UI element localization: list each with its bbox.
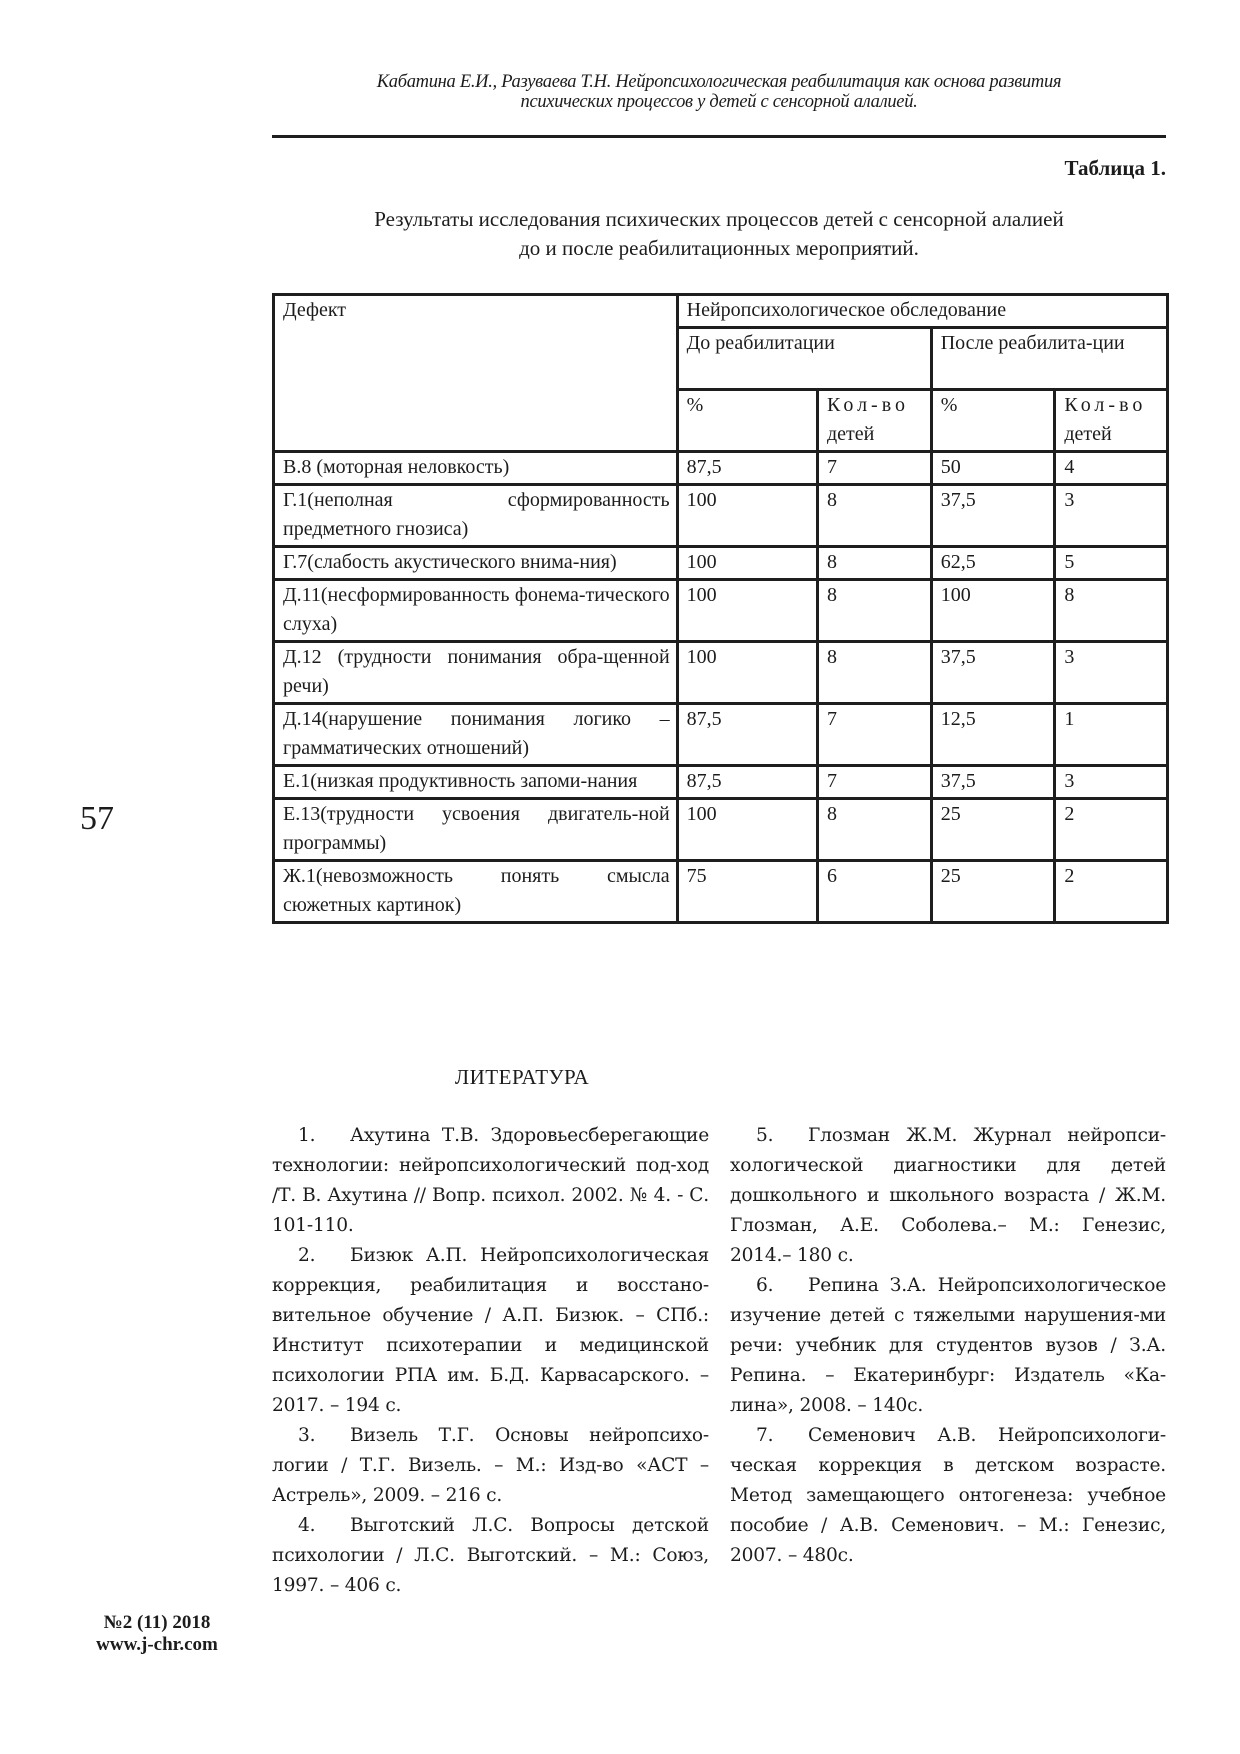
reference-text: Выготский Л.С. Вопросы детской психологии / Л.С. Выготский. – М.: Союз, 1997. – 406 с. — [272, 1515, 709, 1596]
table-row — [274, 642, 1168, 704]
literature-title: ЛИТЕРАТУРА — [454, 1065, 590, 1089]
table-caption-line-1: Результаты исследования психических процессов детей с сенсорной алалией — [374, 207, 1064, 231]
table-row — [274, 452, 1168, 485]
after-percent-cell: 37,5 — [931, 642, 1055, 704]
journal-website: www.j-chr.com — [96, 1634, 218, 1655]
before-percent-cell: 75 — [677, 861, 817, 923]
table-row — [274, 861, 1168, 923]
references-column-right — [730, 1121, 1166, 1571]
table-row — [274, 799, 1168, 861]
header-after-percent: % — [931, 390, 1055, 452]
after-percent-cell: 37,5 — [931, 485, 1055, 547]
defect-cell: Д.14(нарушение понимания логико – грамматических отношений) — [274, 704, 678, 766]
results-table — [272, 293, 1169, 924]
defect-cell: Д.12 (трудности понимания обра-щенной речи) — [274, 642, 678, 704]
reference-text: Репина З.А. Нейропсихологическое изучение детей с тяжелыми нарушения-ми речи: учебник для студентов вузов / З.А. Репина. – Екатеринбург: Издатель «Ка-лина», 2008. – 140с. — [730, 1275, 1166, 1416]
before-count-cell: 8 — [818, 580, 932, 642]
table-label: Таблица 1. — [1064, 156, 1166, 180]
before-percent-cell: 87,5 — [677, 704, 817, 766]
before-percent-cell: 87,5 — [677, 766, 817, 799]
table-row — [274, 485, 1168, 547]
reference-number: 2. — [298, 1245, 316, 1266]
header-defect: Дефект — [274, 295, 678, 452]
reference-text: Глозман Ж.М. Журнал нейропси-хологической диагностики для детей дошкольного и школьного возраста / Ж.М. Глозман, А.Е. Соболева.– М.: Генезис, 2014.– 180 с. — [730, 1125, 1166, 1266]
before-count-cell: 8 — [818, 642, 932, 704]
reference-item — [272, 1511, 709, 1601]
after-count-cell: 4 — [1055, 452, 1168, 485]
table-row — [274, 766, 1168, 799]
after-count-cell: 8 — [1055, 580, 1168, 642]
reference-text: Семенович А.В. Нейропсихологи-ческая коррекция в детском возрасте. Метод замещающего онтогенеза: учебное пособие / А.В. Семенович. – М.: Генезис, 2007. – 480с. — [730, 1425, 1166, 1566]
header-before-rehab: До реабилитации — [677, 328, 931, 390]
header-after-rehab-text: После реабилита-​ции — [940, 332, 1125, 354]
count-label-children: детей — [1064, 423, 1112, 445]
after-percent-cell: 37,5 — [931, 766, 1055, 799]
reference-item — [730, 1121, 1166, 1271]
header-row-1 — [274, 295, 1168, 328]
running-head — [272, 72, 1166, 112]
count-label-children: детей — [827, 423, 875, 445]
reference-number: 1. — [298, 1125, 316, 1146]
after-count-cell: 3 — [1055, 766, 1168, 799]
defect-cell: Е.13(трудности усвоения двигатель-ной программы) — [274, 799, 678, 861]
after-count-cell: 2 — [1055, 861, 1168, 923]
after-count-cell: 1 — [1055, 704, 1168, 766]
reference-text: Ахутина Т.В. Здоровьесберегающие технологии: нейропсихологический под-ход /Т. В. Ахутина // Вопр. психол. 2002. № 4. - С. 101-110. — [272, 1125, 709, 1236]
running-head-line-2: психических процессов у детей с сенсорной алалией. — [520, 92, 918, 112]
before-percent-cell: 100 — [677, 485, 817, 547]
reference-number: 3. — [298, 1425, 316, 1446]
after-percent-cell: 100 — [931, 580, 1055, 642]
after-percent-cell: 50 — [931, 452, 1055, 485]
header-after-rehab — [931, 328, 1167, 390]
defect-cell: Г.7(слабость акустического внима-ния) — [274, 547, 678, 580]
reference-number: 4. — [298, 1515, 316, 1536]
references-column-left — [272, 1121, 709, 1601]
defect-cell: Е.1(низкая продуктивность запоми-нания — [274, 766, 678, 799]
issue-number: №2 (11) 2018 — [103, 1612, 211, 1633]
before-count-cell: 8 — [818, 547, 932, 580]
reference-text: Бизюк А.П. Нейропсихологическая коррекция, реабилитация и восстано-вительное обучение / А.П. Бизюк. – СПб.: Институт психотерапии и медицинской психологии РПА им. Б.Д. Карвасарского. – 2017. – 194 с. — [272, 1245, 709, 1416]
after-percent-cell: 62,5 — [931, 547, 1055, 580]
before-count-cell: 6 — [818, 861, 932, 923]
header-after-count — [1055, 390, 1168, 452]
reference-item — [272, 1121, 709, 1241]
after-percent-cell: 12,5 — [931, 704, 1055, 766]
reference-number: 6. — [756, 1275, 774, 1296]
after-count-cell: 3 — [1055, 485, 1168, 547]
defect-cell: Г.1(неполная сформированность предметного гнозиса) — [274, 485, 678, 547]
reference-number: 5. — [756, 1125, 774, 1146]
reference-item — [272, 1421, 709, 1511]
table-caption-line-2: до и после реабилитационных мероприятий. — [519, 236, 919, 260]
before-count-cell: 7 — [818, 766, 932, 799]
reference-item — [272, 1241, 709, 1421]
defect-cell: Д.11(несформированность фонема-тического слуха) — [274, 580, 678, 642]
before-count-cell: 7 — [818, 704, 932, 766]
defect-cell: В.8 (моторная неловкость) — [274, 452, 678, 485]
before-percent-cell: 100 — [677, 799, 817, 861]
running-head-line-1: Кабатина Е.И., Разуваева Т.Н. Нейропсихологическая реабилитация как основа развития — [376, 72, 1062, 92]
reference-item — [730, 1271, 1166, 1421]
after-count-cell: 2 — [1055, 799, 1168, 861]
before-percent-cell: 100 — [677, 642, 817, 704]
issue-info — [82, 1612, 232, 1656]
table-row — [274, 704, 1168, 766]
count-label: Кол-во — [1064, 394, 1147, 416]
reference-item — [730, 1421, 1166, 1571]
after-count-cell: 3 — [1055, 642, 1168, 704]
header-before-percent: % — [677, 390, 817, 452]
before-count-cell: 7 — [818, 452, 932, 485]
before-count-cell: 8 — [818, 485, 932, 547]
table-row — [274, 547, 1168, 580]
before-percent-cell: 87,5 — [677, 452, 817, 485]
after-percent-cell: 25 — [931, 861, 1055, 923]
header-neuro-exam: Нейропсихологическое обследование — [677, 295, 1167, 328]
defect-cell: Ж.1(невозможность понять смысла сюжетных картинок) — [274, 861, 678, 923]
before-count-cell: 8 — [818, 799, 932, 861]
after-count-cell: 5 — [1055, 547, 1168, 580]
after-percent-cell: 25 — [931, 799, 1055, 861]
header-before-count — [818, 390, 932, 452]
page-number: 57 — [80, 800, 114, 837]
before-percent-cell: 100 — [677, 580, 817, 642]
count-label: Кол-во — [827, 394, 910, 416]
table-row — [274, 580, 1168, 642]
table-caption — [272, 205, 1166, 263]
reference-number: 7. — [756, 1425, 774, 1446]
before-percent-cell: 100 — [677, 547, 817, 580]
reference-text: Визель Т.Г. Основы нейропсихо-логии / Т.Г. Визель. – М.: Изд-во «АСТ – Астрель», 2009. – 216 с. — [272, 1425, 709, 1506]
header-rule — [272, 135, 1166, 138]
